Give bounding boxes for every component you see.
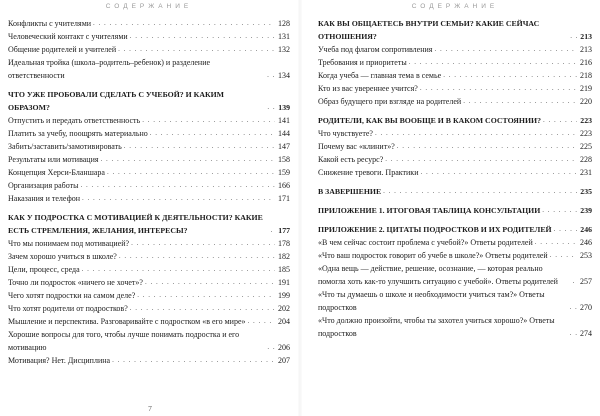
- entry-page-number: 144: [278, 129, 290, 138]
- entry-title: ПРИЛОЖЕНИЕ 1. ИТОГОВАЯ ТАБЛИЦА КОНСУЛЬТАЦИИ: [318, 206, 541, 215]
- entry-page-number: 159: [278, 168, 290, 177]
- entry-page-number: 147: [278, 142, 290, 151]
- entry-title: Снижение тревоги. Практики: [318, 168, 419, 177]
- entry-page-number: 225: [580, 142, 592, 151]
- entry-title: Точно ли подросток «ничего не хочет»?: [8, 278, 143, 287]
- dot-leader: [101, 153, 275, 166]
- dot-leader: [550, 249, 577, 262]
- dot-leader: [420, 82, 577, 95]
- entry-title: Когда учеба — главная тема в семье: [318, 71, 442, 80]
- dot-leader: [130, 302, 275, 315]
- entry-title: Общение родителей и учителей: [8, 45, 117, 54]
- dot-leader: [383, 185, 577, 198]
- entry-title: Организация работы: [8, 181, 79, 190]
- entry-title: Учеба под флагом сопротивления: [318, 45, 433, 54]
- toc-entry: [8, 114, 290, 127]
- toc-entry: [8, 179, 290, 192]
- entry-page-number: 228: [580, 155, 592, 164]
- entry-page-number: 131: [278, 32, 290, 41]
- entry-page-number: 239: [580, 206, 592, 215]
- dot-leader: [82, 192, 275, 205]
- dot-leader: [409, 56, 577, 69]
- toc-section-heading: [8, 211, 290, 237]
- toc-entry: [318, 236, 592, 249]
- entry-title: Что чувствуете?: [318, 129, 373, 138]
- dot-leader: [93, 17, 275, 30]
- toc-entry: [318, 95, 592, 108]
- entry-page-number: 139: [278, 103, 290, 112]
- entry-page-number: 132: [278, 45, 290, 54]
- entry-page-number: 216: [580, 58, 592, 67]
- toc-entry: [8, 43, 290, 56]
- toc-entry: [318, 288, 592, 314]
- dot-leader: [443, 69, 577, 82]
- dot-leader: [375, 127, 577, 140]
- entry-page-number: 219: [580, 84, 592, 93]
- entry-title: ЧТО УЖЕ ПРОБОВАЛИ СДЕЛАТЬ С УЧЕБОЙ? И КАКИМ ОБРАЗОМ?: [8, 90, 225, 112]
- entry-title: Наказания и телефон: [8, 194, 81, 203]
- entry-title: Что мы понимаем под мотивацией?: [8, 239, 130, 248]
- entry-page-number: 177: [278, 226, 290, 235]
- toc-entry: [8, 153, 290, 166]
- toc-entry: [8, 302, 290, 315]
- toc-entry: [318, 153, 592, 166]
- entry-page-number: 191: [278, 278, 290, 287]
- entry-title: Зачем хорошо учиться в школе?: [8, 252, 117, 261]
- entry-title: Результаты или мотивация: [8, 155, 99, 164]
- entry-page-number: 141: [278, 116, 290, 125]
- dot-leader: [573, 275, 577, 288]
- toc-entry: [318, 249, 592, 262]
- entry-page-number: 185: [278, 265, 290, 274]
- entry-page-number: 213: [580, 32, 592, 41]
- entry-title: Кто из вас увереннее учится?: [318, 84, 418, 93]
- entry-title: КАК ВЫ ОБЩАЕТЕСЬ ВНУТРИ СЕМЬИ? КАКИЕ СЕЙЧАС ОТНОШЕНИЯ?: [318, 19, 540, 41]
- entry-title: «Одна вещь — действие, решение, осознание, — которая реально помогла хоть как-то улучшить ситуацию с учебой». Ответы родителей: [318, 264, 558, 286]
- page-number-folio: 7: [148, 404, 152, 413]
- entry-page-number: 223: [580, 116, 592, 125]
- entry-page-number: 274: [580, 329, 592, 338]
- entry-page-number: 171: [278, 194, 290, 203]
- toc-entry: [8, 250, 290, 263]
- entry-page-number: 257: [580, 277, 592, 286]
- entry-title: Забить/заставить/замотивировать: [8, 142, 122, 151]
- dot-leader: [542, 204, 577, 217]
- toc-entry: [8, 315, 290, 328]
- entry-title: В ЗАВЕРШЕНИЕ: [318, 187, 382, 196]
- entry-page-number: 134: [278, 71, 290, 80]
- toc-page-header: СОДЕРЖАНИЕ: [105, 3, 193, 10]
- entry-title: «Что ваш подросток говорит об учебе в школе?» Ответы родителей: [318, 251, 548, 260]
- toc-entry: [8, 354, 290, 367]
- toc-entry: [8, 263, 290, 276]
- dot-leader: [570, 30, 577, 43]
- dot-leader: [385, 153, 577, 166]
- dot-leader: [112, 354, 275, 367]
- entry-page-number: 253: [580, 251, 592, 260]
- entry-page-number: 218: [580, 71, 592, 80]
- entry-page-number: 182: [278, 252, 290, 261]
- entry-title: Мышление и перспектива. Разговаривайте с подростком «в его мире»: [8, 317, 246, 326]
- toc-entry: [318, 166, 592, 179]
- entry-title: Почему вас «клинит»?: [318, 142, 395, 151]
- toc-entry: [318, 314, 592, 340]
- dot-leader: [570, 301, 577, 314]
- entry-page-number: 202: [278, 304, 290, 313]
- dot-leader: [434, 43, 577, 56]
- entry-title: «Что ты думаешь о школе и необходимости учиться там?» Ответы подростков: [318, 290, 545, 312]
- entry-title: Платить за учебу, поощрять материально: [8, 129, 148, 138]
- toc-entry: [318, 140, 592, 153]
- entry-title: «Что должно произойти, чтобы ты захотел учиться хорошо?» Ответы подростков: [318, 316, 555, 338]
- dot-leader: [137, 289, 275, 302]
- dot-leader: [535, 236, 577, 249]
- dot-leader: [118, 43, 275, 56]
- toc-page-header: СОДЕРЖАНИЕ: [411, 3, 499, 10]
- toc-list-left: [8, 17, 290, 367]
- entry-title: Идеальная тройка (школа–родитель–ребенок) и разделение ответственности: [8, 58, 211, 80]
- toc-section-heading: [318, 223, 592, 236]
- dot-leader: [570, 327, 577, 340]
- entry-page-number: 223: [580, 129, 592, 138]
- toc-section-heading: [318, 185, 592, 198]
- dot-leader: [142, 114, 275, 127]
- entry-title: Отпустить и передать ответственность: [8, 116, 141, 125]
- dot-leader: [267, 341, 275, 354]
- entry-title: Требования и приоритеты: [318, 58, 407, 67]
- toc-section-heading: [318, 17, 592, 43]
- dot-leader: [463, 95, 577, 108]
- dot-leader: [267, 69, 275, 82]
- dot-leader: [81, 179, 275, 192]
- dot-leader: [397, 140, 577, 153]
- toc-entry: [318, 127, 592, 140]
- entry-title: КАК У ПОДРОСТКА С МОТИВАЦИЕЙ К ДЕЯТЕЛЬНОСТИ? КАКИЕ ЕСТЬ СТРЕМЛЕНИЯ, ЖЕЛАНИЯ, ИНТЕРЕСЫ?: [8, 213, 263, 235]
- entry-title: Цели, процесс, среда: [8, 265, 80, 274]
- toc-entry: [8, 289, 290, 302]
- entry-page-number: 246: [580, 225, 592, 234]
- entry-title: Какой есть ресурс?: [318, 155, 384, 164]
- toc-entry: [8, 166, 290, 179]
- toc-entry: [318, 43, 592, 56]
- toc-entry: [8, 192, 290, 205]
- entry-title: Человеческий контакт с учителями: [8, 32, 128, 41]
- toc-entry: [8, 328, 290, 354]
- entry-page-number: 158: [278, 155, 290, 164]
- entry-title: ПРИЛОЖЕНИЕ 2. ЦИТАТЫ ПОДРОСТКОВ И ИХ РОДИТЕЛЕЙ: [318, 225, 552, 234]
- dot-leader: [145, 276, 275, 289]
- dot-leader: [119, 250, 275, 263]
- toc-entry: [8, 56, 290, 82]
- toc-section-heading: [318, 114, 592, 127]
- dot-leader: [130, 30, 275, 43]
- toc-entry: [8, 127, 290, 140]
- entry-title: Концепция Херси-Бланшара: [8, 168, 105, 177]
- dot-leader: [150, 127, 275, 140]
- entry-title: Чего хотят подростки на самом деле?: [8, 291, 136, 300]
- toc-page-right: [300, 0, 600, 416]
- dot-leader: [124, 140, 275, 153]
- dot-leader: [271, 224, 276, 237]
- toc-entry: [318, 69, 592, 82]
- toc-entry: [8, 140, 290, 153]
- entry-page-number: 207: [278, 356, 290, 365]
- entry-page-number: 166: [278, 181, 290, 190]
- toc-entry: [8, 276, 290, 289]
- dot-leader: [82, 263, 275, 276]
- dot-leader: [267, 101, 275, 114]
- dot-leader: [248, 315, 276, 328]
- entry-page-number: 206: [278, 343, 290, 352]
- toc-section-heading: [8, 88, 290, 114]
- toc-entry: [8, 17, 290, 30]
- entry-title: Конфликты с учителями: [8, 19, 92, 28]
- dot-leader: [131, 237, 275, 250]
- entry-page-number: 178: [278, 239, 290, 248]
- entry-page-number: 231: [580, 168, 592, 177]
- toc-entry: [318, 82, 592, 95]
- entry-title: РОДИТЕЛИ, КАК ВЫ ВООБЩЕ И В КАКОМ СОСТОЯНИИ?: [318, 116, 541, 125]
- dot-leader: [107, 166, 275, 179]
- entry-page-number: 204: [278, 317, 290, 326]
- toc-entry: [318, 56, 592, 69]
- entry-title: «В чем сейчас состоит проблема с учебой?» Ответы родителей: [318, 238, 533, 247]
- entry-page-number: 199: [278, 291, 290, 300]
- entry-title: Образ будущего при взгляде на родителей: [318, 97, 462, 106]
- toc-entry: [8, 237, 290, 250]
- entry-page-number: 213: [580, 45, 592, 54]
- entry-page-number: 270: [580, 303, 592, 312]
- toc-section-heading: [318, 204, 592, 217]
- entry-page-number: 235: [580, 187, 592, 196]
- toc-list-right: [318, 17, 592, 340]
- entry-title: Что хотят родители от подростков?: [8, 304, 128, 313]
- entry-page-number: 220: [580, 97, 592, 106]
- entry-page-number: 128: [278, 19, 290, 28]
- dot-leader: [554, 223, 578, 236]
- entry-title: Хорошие вопросы для того, чтобы лучше понимать подростка и его мотивацию: [8, 330, 240, 352]
- toc-entry: [8, 30, 290, 43]
- entry-page-number: 246: [580, 238, 592, 247]
- dot-leader: [543, 114, 577, 127]
- entry-title: Мотивация? Нет. Дисциплина: [8, 356, 111, 365]
- dot-leader: [420, 166, 577, 179]
- toc-entry: [318, 262, 592, 288]
